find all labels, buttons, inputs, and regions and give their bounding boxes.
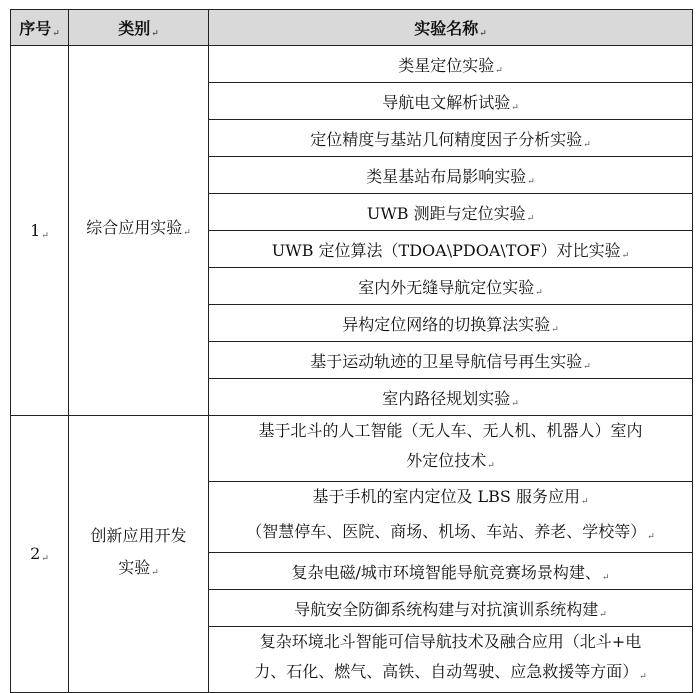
experiment-name: 类星定位实验↵	[209, 46, 693, 83]
group-no: 1↵	[11, 46, 69, 416]
experiment-name: UWB 定位算法（TDOA\PDOA\TOF）对比实验↵	[209, 231, 693, 268]
experiment-name: 复杂环境北斗智能可信导航技术及融合应用（北斗+电 力、石化、燃气、高铁、自动驾驶、应急救援等方面）↵	[209, 627, 693, 693]
table-row	[11, 416, 693, 482]
experiment-table	[10, 9, 693, 693]
experiment-name: 基于手机的室内定位及 LBS 服务应用↵ （智慧停车、医院、商场、机场、车站、养老、学校等）↵	[209, 482, 693, 553]
experiment-name: 室内外无缝导航定位实验↵	[209, 268, 693, 305]
table-row	[11, 46, 693, 83]
table-header-row	[11, 10, 693, 46]
experiment-name: 导航电文解析试验↵	[209, 83, 693, 120]
experiment-name: 基于运动轨迹的卫星导航信号再生实验↵	[209, 342, 693, 379]
experiment-name: 异构定位网络的切换算法实验↵	[209, 305, 693, 342]
header-category: 类别↵	[69, 10, 209, 46]
experiment-name: 导航安全防御系统构建与对抗演训系统构建↵	[209, 590, 693, 627]
experiment-name: 室内路径规划实验↵	[209, 379, 693, 416]
header-name: 实验名称↵	[209, 10, 693, 46]
group-no: 2↵	[11, 416, 69, 693]
experiment-name: 定位精度与基站几何精度因子分析实验↵	[209, 120, 693, 157]
group-category: 创新应用开发 实验↵	[69, 416, 209, 693]
experiment-name: 基于北斗的人工智能（无人车、无人机、机器人）室内 外定位技术↵	[209, 416, 693, 482]
experiment-name: 复杂电磁/城市环境智能导航竞赛场景构建、↵	[209, 553, 693, 590]
experiment-name: UWB 测距与定位实验↵	[209, 194, 693, 231]
group-category: 综合应用实验↵	[69, 46, 209, 416]
experiment-name: 类星基站布局影响实验↵	[209, 157, 693, 194]
header-no: 序号↵	[11, 10, 69, 46]
